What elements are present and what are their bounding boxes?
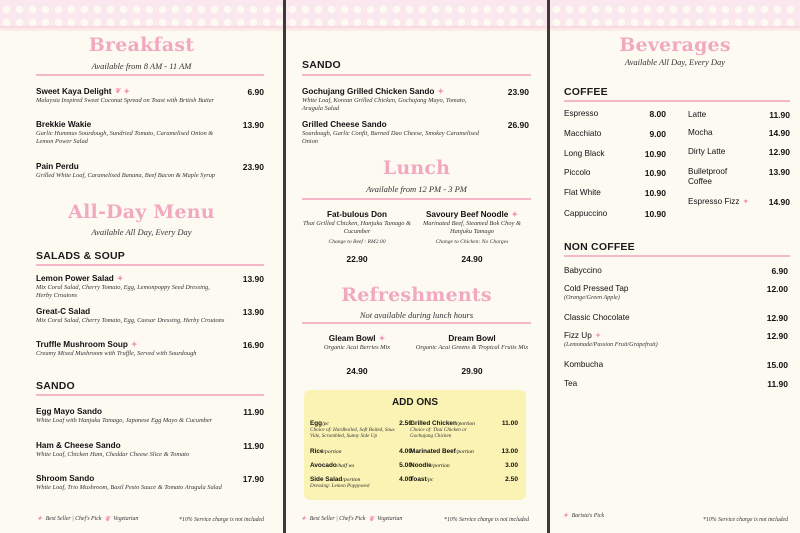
addon-name: Side Salad	[310, 476, 343, 483]
beverage-price: 13.90	[768, 167, 790, 177]
addon-unit: /half ws	[336, 463, 355, 469]
item-desc: Sourdough, Garlic Confit, Burned Dao Cheese, Smokey Caramelised Onion	[302, 130, 479, 145]
star-icon: ✦	[36, 514, 43, 523]
section-heading: SALADS & SOUP	[36, 250, 125, 262]
divider	[302, 322, 531, 324]
item-desc: Mix Coral Salad, Cherry Tomato, Egg, Caesar Dressing, Herby Croutons	[36, 317, 225, 324]
beverage-price: 12.00	[766, 284, 788, 294]
addon-name: Toast	[410, 476, 427, 483]
beverage-price: 10.90	[644, 168, 666, 178]
addon-item	[410, 420, 490, 439]
addon-name: Noodle	[410, 462, 432, 469]
addon-price: 3.00	[505, 462, 518, 469]
addon-name: Rice	[310, 448, 324, 455]
menu-item	[36, 162, 226, 180]
addon-item	[410, 448, 474, 455]
item-name: Dream Bowl	[448, 334, 496, 343]
item-desc: White Loaf, Korean Grilled Chicken, Gochujang Mayo, Tomato, Arugula Salad	[302, 97, 467, 112]
item-name: Pain Perdu	[36, 162, 79, 171]
item-desc: Malaysia Inspired Sweet Coconut Spread on Toast with British Butter	[36, 97, 215, 104]
beverage-price: 14.90	[768, 197, 790, 207]
beverage-price: 12.90	[766, 331, 788, 341]
menu-item	[36, 474, 226, 492]
item-name: Gleam Bowl	[328, 334, 376, 343]
menu-item	[302, 120, 487, 145]
item-price: 11.90	[243, 441, 264, 451]
service-note: *10% Service charge is not included	[703, 517, 788, 523]
item-name: Grilled Cheese Sando	[302, 120, 387, 129]
item-note: Change to Chicken: No Charges	[435, 239, 509, 246]
beverages-title: Beverages	[619, 34, 731, 56]
addon-item	[310, 448, 342, 455]
menu-item	[36, 441, 226, 459]
section-heading: SANDO	[302, 59, 341, 71]
addons-box	[304, 390, 526, 500]
menu-item	[302, 334, 412, 376]
beverage-item	[688, 197, 749, 206]
star-icon: ✦	[378, 333, 386, 343]
section-heading: NON COFFEE	[564, 241, 635, 253]
menu-item	[36, 274, 226, 299]
legend-text: Barista's Pick	[571, 513, 605, 519]
addon-unit: /pc	[322, 421, 329, 427]
item-price: 6.90	[247, 87, 264, 97]
menu-page-2	[286, 0, 547, 533]
beverage-price: 11.90	[767, 379, 788, 389]
legend-text: Best Seller | Chef's Pick	[309, 516, 366, 522]
menu-item	[302, 87, 487, 112]
beverage-desc: (Lemonade/Passion Fruit/Grapefruit)	[564, 341, 658, 348]
decorative-border	[550, 0, 800, 26]
item-price: 13.90	[242, 120, 264, 130]
addon-item	[410, 476, 433, 483]
star-icon: ✦	[562, 511, 569, 520]
addon-price: 4.00	[399, 476, 412, 483]
item-name: Shroom Sando	[36, 474, 95, 483]
addon-name: Avocado	[310, 462, 337, 469]
addon-price: 2.50	[505, 476, 518, 483]
item-desc: Grilled White Loaf, Caramelised Banana, Beef Bacon & Maple Syrup	[36, 172, 216, 179]
addon-price: 5.00	[399, 462, 412, 469]
beverage-name: Espresso Fizz	[688, 197, 740, 206]
menu-page-3	[550, 0, 800, 533]
addon-price: 11.00	[501, 420, 518, 427]
legend-text: Best Seller | Chef's Pick	[45, 516, 102, 522]
beverage-price: 10.90	[644, 188, 666, 198]
breakfast-title: Breakfast	[88, 34, 195, 56]
item-name: Gochujang Grilled Chicken Sando	[302, 87, 435, 96]
addon-price: 13.00	[501, 448, 518, 455]
addons-title: ADD ONS	[391, 397, 439, 408]
beverage-price: 10.90	[644, 149, 666, 159]
footer-legend	[300, 515, 402, 523]
addon-unit: /pc	[426, 477, 434, 483]
refreshments-title: Refreshments	[341, 284, 492, 306]
star-icon: ✦	[123, 86, 131, 96]
leaf-icon: ❦	[104, 514, 111, 523]
service-note: *10% Service charge is not included	[179, 517, 264, 523]
item-note: Change to Beef : RM2.00	[328, 239, 386, 246]
refreshments-note: Not available during lunch hours	[359, 310, 474, 320]
beverage-name: Classic Chocolate	[564, 313, 630, 322]
addon-name: Marinated Beef	[410, 448, 456, 455]
lunch-title: Lunch	[382, 157, 451, 179]
menu-item	[412, 210, 532, 264]
addon-unit: /portion	[456, 421, 475, 427]
beverage-price: 6.90	[771, 266, 788, 276]
beverage-price: 15.00	[766, 360, 788, 370]
beverage-name: Mocha	[688, 128, 713, 137]
addon-price: 4.00	[399, 448, 412, 455]
footer-legend	[36, 515, 138, 523]
addon-desc: Choice of: Thai Chicken or Gochujang Chicken	[410, 427, 467, 440]
item-desc: Organic Acai Berries Mix	[323, 344, 391, 351]
beverage-price: 9.00	[649, 129, 666, 139]
addon-desc: Choice of: Hardboiled, Soft Boiled, Sous Vide, Scrambled, Sunny Side Up	[310, 427, 395, 440]
item-price: 11.90	[243, 407, 264, 417]
star-icon: ✦	[742, 196, 750, 206]
beverage-name: Bulletproof Coffee	[688, 167, 728, 186]
addon-unit: /portion	[342, 477, 361, 483]
addon-price: 2.50	[399, 420, 412, 427]
item-price: 22.90	[346, 254, 368, 265]
beverage-price: 11.90	[769, 110, 790, 120]
menu-item	[36, 340, 226, 358]
divider	[564, 255, 790, 257]
footer-legend	[562, 512, 604, 520]
decorative-border	[0, 0, 283, 26]
allday-hours: Available All Day, Every Day	[91, 227, 192, 237]
beverage-name: Babyccino	[564, 266, 602, 275]
item-name: Egg Mayo Sando	[36, 407, 102, 416]
addon-name: Grilled Chicken	[410, 420, 457, 427]
menu-item	[36, 120, 226, 145]
addon-item	[310, 462, 354, 469]
menu-item	[412, 334, 532, 376]
divider	[36, 264, 264, 266]
star-icon: ✦	[594, 330, 602, 340]
allday-title: All-Day Menu	[68, 201, 215, 223]
item-name: Brekkie Wakie	[36, 120, 92, 129]
item-price: 26.90	[507, 120, 529, 130]
item-price: 16.90	[242, 340, 264, 350]
leaf-icon: ❦	[368, 514, 375, 523]
star-icon: ✦	[130, 339, 138, 349]
item-desc: Mix Coral Salad, Cherry Tomato, Egg, Lemonpoppy Seed Dressing, Herby Croutons	[36, 284, 210, 299]
section-heading: SANDO	[36, 380, 75, 392]
beverage-name: Piccolo	[564, 168, 591, 177]
veg-label: Vegetarian	[377, 516, 403, 522]
divider	[36, 394, 264, 396]
breakfast-hours: Available from 8 AM - 11 AM	[91, 61, 192, 71]
item-name: Truffle Mushroom Soup	[36, 340, 128, 349]
item-price: 23.90	[507, 87, 529, 97]
addon-name: Egg	[310, 420, 323, 427]
beverage-price: 8.00	[649, 109, 666, 119]
beverage-name: Fizz Up	[564, 331, 592, 340]
menu-item	[36, 307, 226, 325]
item-price: 24.90	[461, 254, 483, 265]
beverage-price: 10.90	[644, 209, 666, 219]
item-name: Fat-bulous Don	[326, 210, 388, 219]
item-name: Savoury Beef Noodle	[425, 210, 509, 219]
beverage-name: Long Black	[564, 149, 605, 158]
addon-desc: Dressing: Lemon Poppyseed	[310, 483, 370, 489]
item-name: Ham & Cheese Sando	[36, 441, 121, 450]
item-name: Great-C Salad	[36, 307, 91, 316]
beverage-name: Dirty Latte	[688, 147, 726, 156]
beverage-item	[564, 284, 628, 301]
leaf-icon: ❦	[114, 88, 121, 95]
addon-unit: /portion	[431, 463, 450, 469]
beverage-price: 12.90	[766, 313, 788, 323]
star-icon: ✦	[437, 86, 445, 96]
veg-label: Vegetarian	[113, 516, 139, 522]
beverage-name: Latte	[688, 110, 707, 119]
service-note: *10% Service charge is not included	[444, 517, 529, 523]
star-icon: ✦	[300, 514, 307, 523]
divider	[564, 100, 790, 102]
item-price: 13.90	[242, 307, 264, 317]
beverage-desc: (Orange/Green Apple)	[564, 294, 620, 301]
beverage-name: Cold Pressed Tap	[564, 284, 629, 293]
item-price: 13.90	[242, 274, 264, 284]
beverage-name: Kombucha	[564, 360, 604, 369]
beverage-name: Espresso	[564, 109, 599, 118]
item-desc: Organic Acai Greens & Tropical Fruits Mix	[415, 344, 529, 351]
section-heading: COFFEE	[564, 86, 608, 98]
item-desc: Creamy Mixed Mushroom with Truffle, Served with Sourdough	[36, 350, 197, 357]
lunch-hours: Available from 12 PM - 3 PM	[366, 184, 467, 194]
addon-item	[410, 462, 450, 469]
divider	[302, 198, 531, 200]
beverage-item	[564, 331, 658, 348]
menu-item	[36, 407, 226, 425]
item-desc: White Loaf, Chicken Ham, Cheddar Cheese Slice & Tomato	[36, 451, 190, 458]
item-price: 17.90	[242, 474, 264, 484]
star-icon: ✦	[511, 209, 519, 219]
item-price: 29.90	[461, 365, 483, 376]
beverage-price: 14.90	[768, 128, 790, 138]
beverage-name: Flat White	[564, 188, 601, 197]
addon-unit: /portion	[455, 449, 474, 455]
item-desc: White Loaf, Trio Mushroom, Basil Pesto Sauce & Tomato Arugula Salad	[36, 484, 222, 491]
item-price: 23.90	[242, 162, 264, 172]
beverage-name: Cappuccino	[564, 209, 608, 218]
item-name: Sweet Kaya Delight	[36, 87, 112, 96]
item-desc: White Loaf with Hanjuku Tamago, Japanese Egg Mayo & Cucumber	[36, 417, 213, 424]
beverages-hours: Available All Day, Every Day	[624, 57, 726, 67]
item-price: 24.90	[346, 365, 368, 376]
decorative-border	[286, 0, 547, 26]
menu-page-1	[0, 0, 283, 533]
menu-item	[302, 210, 412, 264]
beverage-price: 12.90	[768, 147, 790, 157]
star-icon: ✦	[116, 273, 124, 283]
divider	[302, 74, 531, 76]
menu-item	[36, 87, 226, 105]
divider	[36, 74, 264, 76]
item-desc: Thai Grilled Chicken, Hanjuku Tamago & Cucumber	[302, 220, 412, 235]
item-name: Lemon Power Salad	[36, 274, 114, 283]
item-desc: Garlic Hummus Sourdough, Sundried Tomato, Caramelised Onion & Lemon Power Salad	[36, 130, 214, 145]
item-desc: Marinated Beef, Steamed Bok Choy & Hanjuku Tamago	[423, 220, 521, 235]
beverage-name: Tea	[564, 379, 578, 388]
beverage-name: Macchiato	[564, 129, 602, 138]
addon-unit: /portion	[323, 449, 342, 455]
